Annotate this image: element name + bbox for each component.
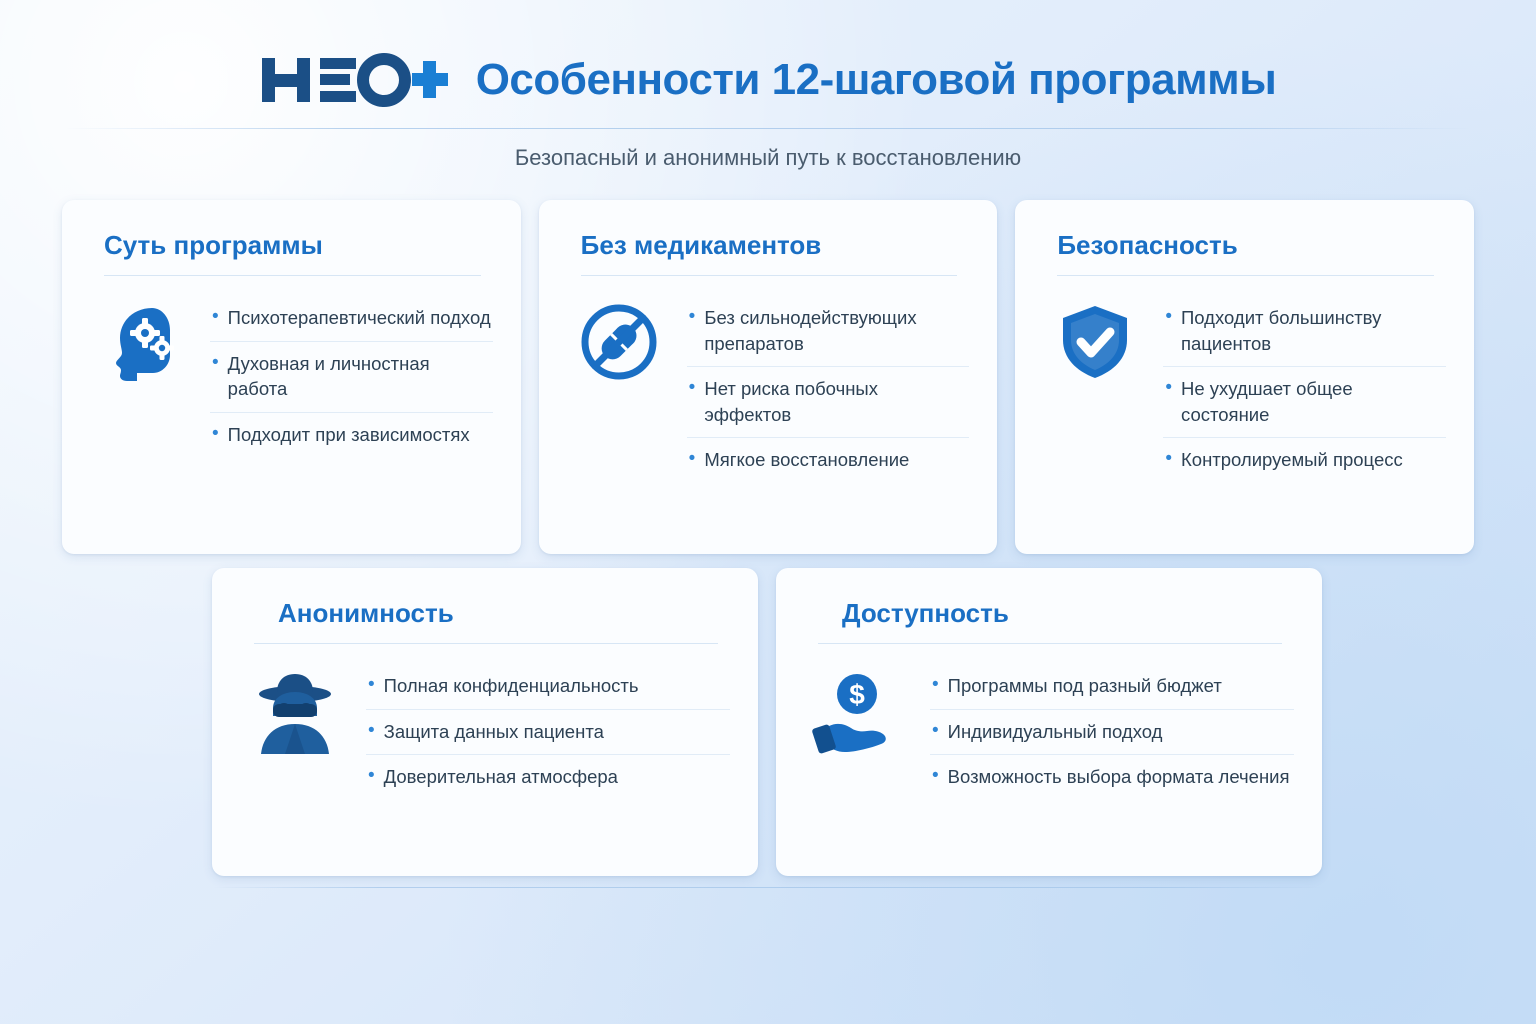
bullet-text: Индивидуальный подход — [947, 720, 1163, 742]
head-gears-icon — [90, 296, 194, 384]
list-item — [1163, 438, 1446, 483]
hand-coin-icon — [804, 664, 914, 760]
card-anonimnost — [212, 568, 758, 876]
header-divider — [64, 128, 1472, 129]
header — [0, 44, 1536, 116]
footer-divider — [212, 887, 1324, 888]
card-title: Анонимность — [278, 598, 454, 628]
bullet-text: Не ухудшает общее состояние — [1181, 378, 1353, 425]
card-title: Безопасность — [1057, 230, 1238, 260]
list-item — [1163, 367, 1446, 438]
bullet-text: Защита данных пациента — [383, 720, 604, 742]
list-item — [366, 710, 730, 756]
list-item — [210, 413, 493, 458]
cards-row-bottom — [212, 568, 1324, 876]
bullet-dot: • — [688, 448, 696, 470]
card-bezopasnost — [1015, 200, 1474, 554]
list-item — [366, 664, 730, 710]
bullet-dot: • — [688, 306, 696, 327]
bullet-dot: • — [932, 674, 939, 695]
page-subtitle: Безопасный и анонимный путь к восстановлению — [514, 145, 1022, 170]
bullet-text: Программы под разный бюджет — [947, 675, 1222, 696]
card-bullets — [366, 664, 730, 800]
list-item — [210, 296, 493, 342]
card-bez-medikamentov — [539, 200, 998, 554]
neo-plus-logo — [260, 52, 450, 108]
list-item — [687, 367, 970, 438]
shield-check-icon — [1043, 296, 1147, 384]
bullet-dot: • — [368, 765, 375, 787]
bullet-dot: • — [1165, 306, 1172, 327]
bullet-text: Возможность выбора формата лечения — [947, 766, 1290, 788]
bullet-dot: • — [932, 719, 939, 741]
bullet-text: Мягкое восстановление — [704, 449, 910, 471]
card-dostupnost — [776, 568, 1322, 876]
bullet-text: Без сильнодействующих препаратов — [704, 307, 917, 354]
list-item — [930, 755, 1294, 800]
bullet-dot: • — [1165, 377, 1172, 399]
list-item — [687, 296, 970, 367]
bullet-text: Психотерапевтический подход — [227, 307, 491, 328]
incognito-person-icon — [240, 664, 350, 760]
card-bullets — [930, 664, 1294, 800]
list-item — [210, 342, 493, 413]
bullet-dot: • — [1165, 448, 1172, 470]
bullet-dot: • — [212, 351, 219, 373]
list-item — [366, 755, 730, 800]
card-bullets — [687, 296, 970, 483]
list-item — [687, 438, 970, 483]
bullet-text: Доверительная атмосфера — [383, 766, 618, 788]
card-title: Без медикаментов — [580, 230, 822, 260]
card-title: Суть программы — [104, 230, 323, 260]
card-bullets — [210, 296, 493, 457]
bullet-text: Нет риска побочных эффектов — [704, 378, 878, 425]
bullet-text: Контролируемый процесс — [1181, 449, 1403, 471]
cards-row-top — [62, 200, 1474, 554]
bullet-text: Полная конфиденциальность — [383, 675, 639, 696]
svg-text:$: $ — [849, 679, 865, 710]
list-item — [930, 710, 1294, 756]
list-item — [930, 664, 1294, 710]
bullet-text: Подходит большинству пациентов — [1181, 307, 1382, 354]
card-bullets — [1163, 296, 1446, 483]
card-sut-programmy — [62, 200, 521, 554]
bullet-dot: • — [212, 422, 219, 444]
bullet-dot: • — [212, 306, 219, 327]
bullet-dot: • — [368, 719, 375, 741]
bullet-dot: • — [368, 674, 375, 695]
bullet-dot: • — [688, 377, 696, 399]
list-item — [1163, 296, 1446, 367]
bullet-text: Подходит при зависимостях — [227, 423, 470, 445]
bullet-dot: • — [932, 765, 939, 787]
no-pills-icon — [567, 296, 671, 384]
card-title: Доступность — [842, 598, 1009, 628]
page-title: Особенности 12-шаговой программы — [475, 55, 1277, 104]
bullet-text: Духовная и личностная работа — [227, 352, 430, 400]
